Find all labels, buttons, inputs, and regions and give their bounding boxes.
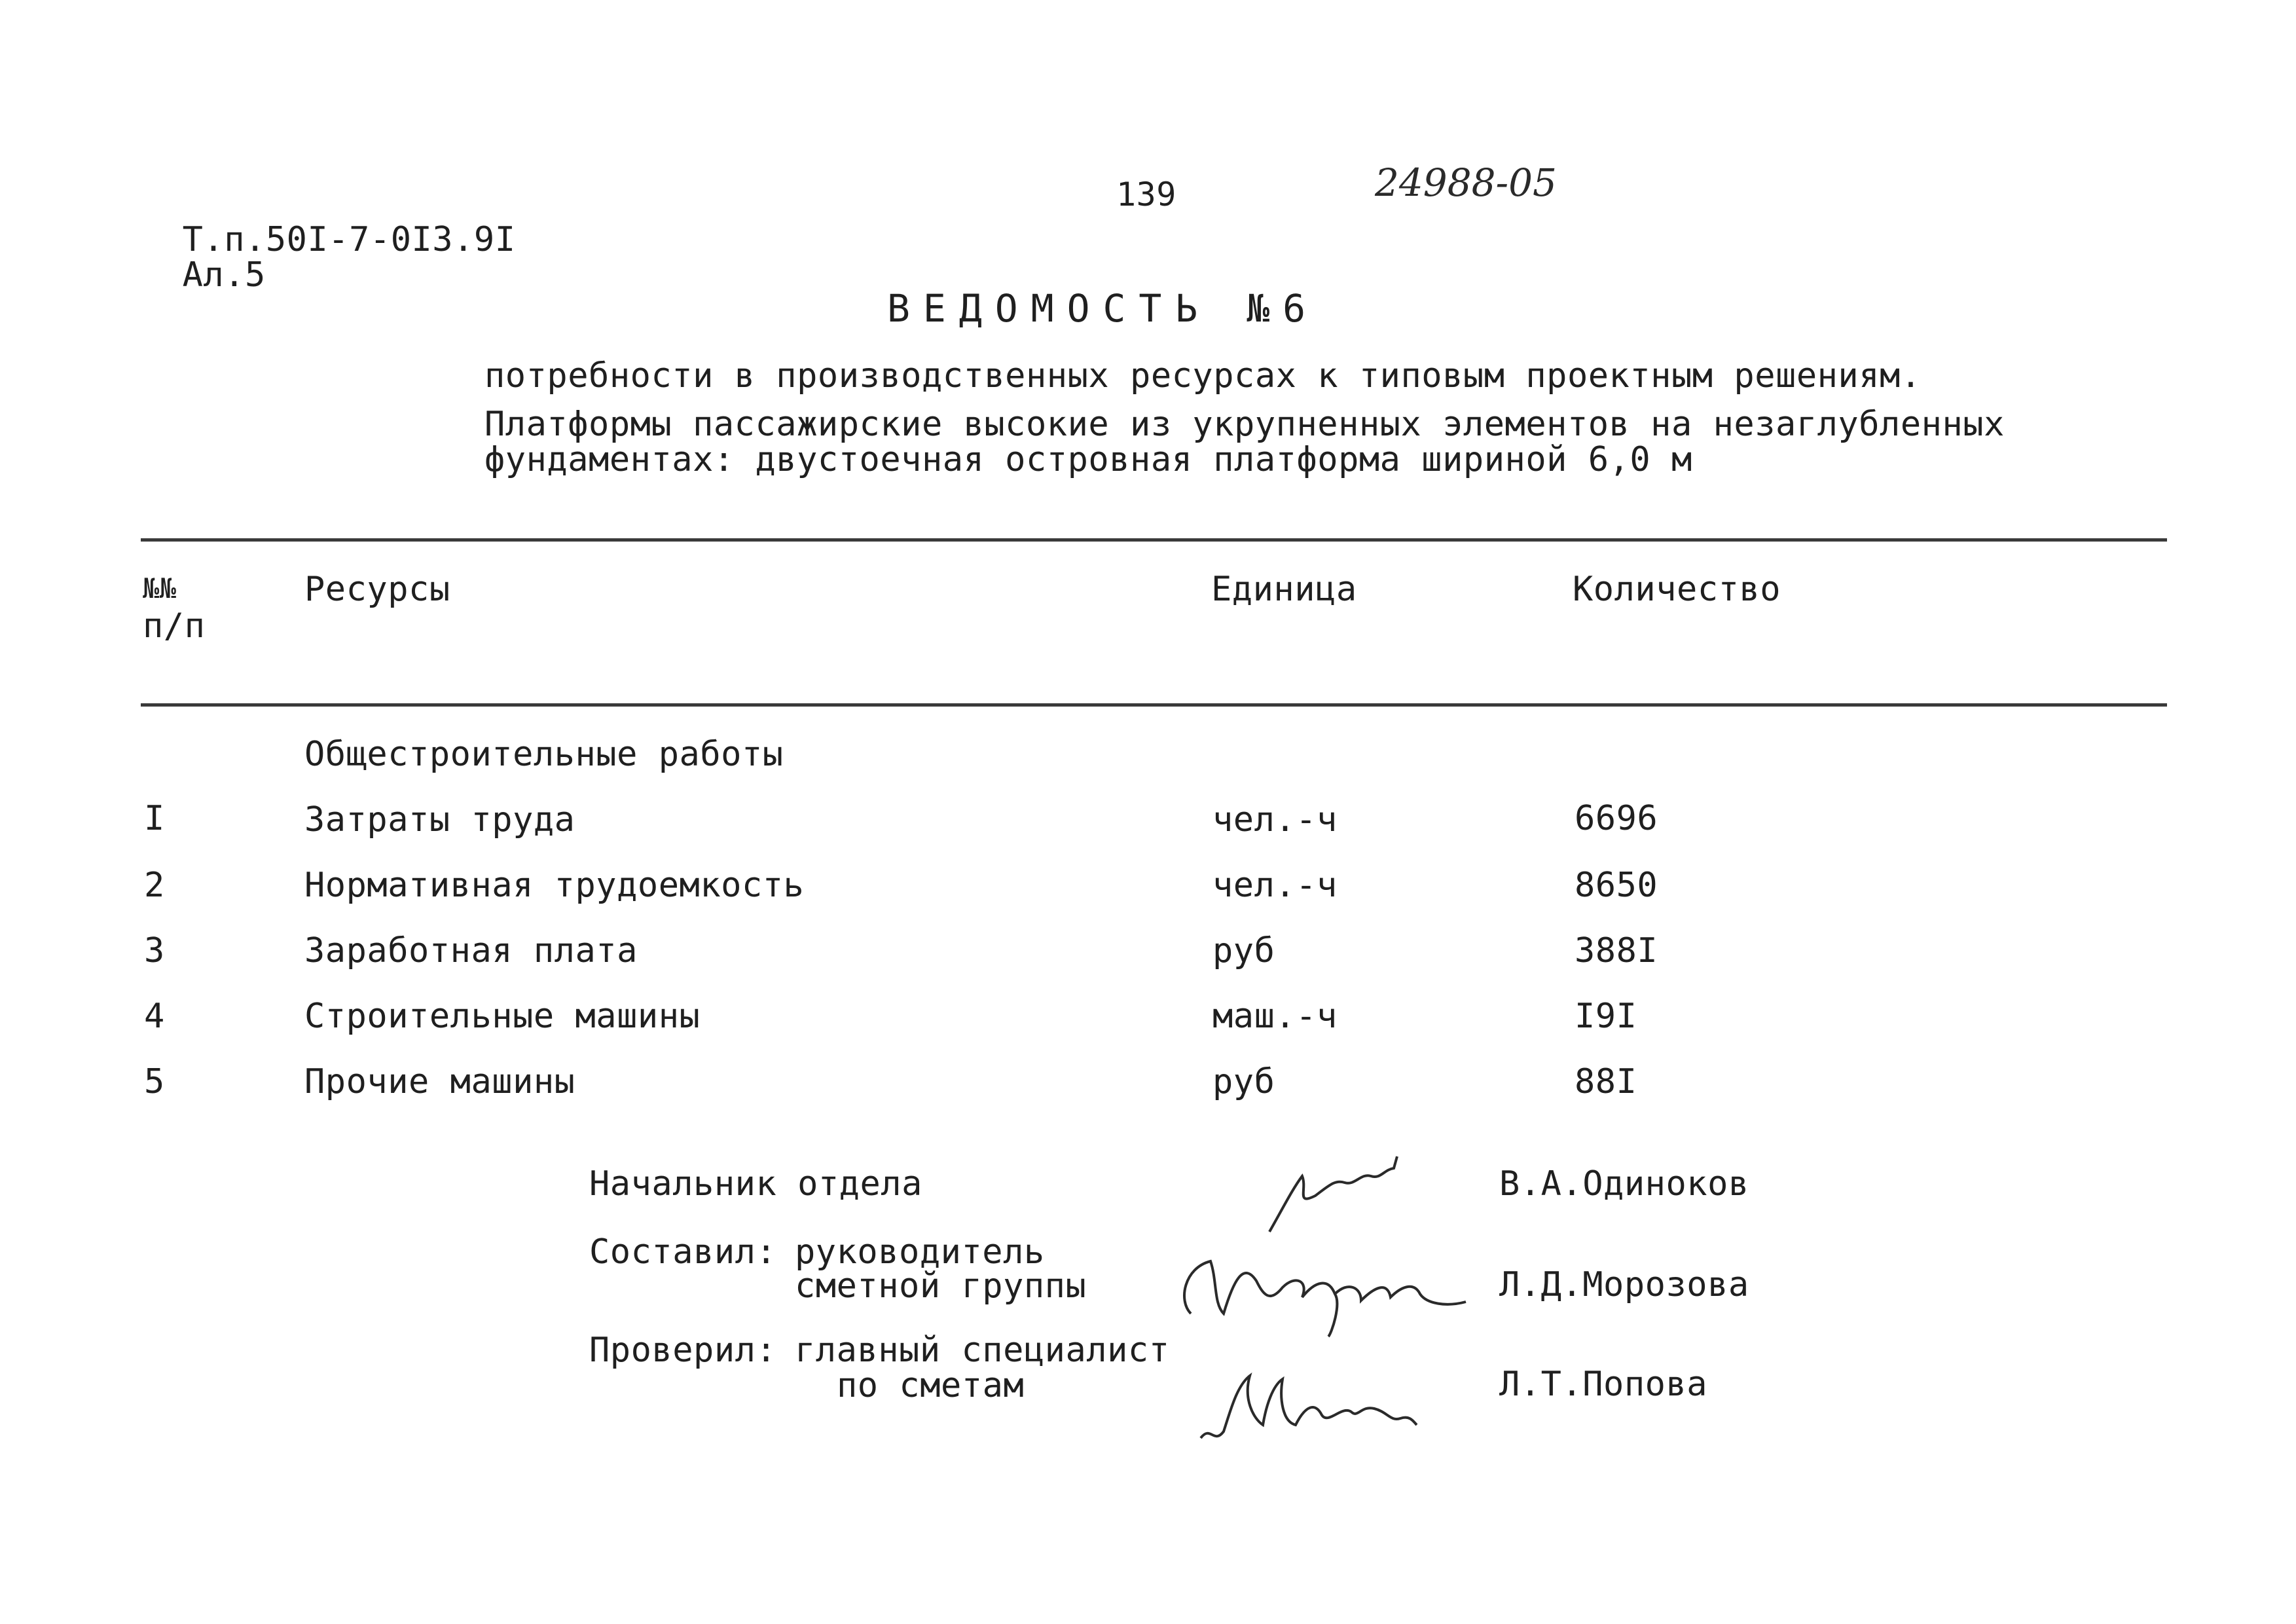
row-quantity: 88I xyxy=(1575,1062,1637,1101)
signer-name: В.А.Одиноков xyxy=(1499,1164,1749,1204)
handwritten-signature xyxy=(1165,1349,1427,1464)
signer-name: Л.Т.Попова xyxy=(1499,1365,1708,1404)
row-quantity: I9I xyxy=(1575,997,1637,1036)
role-label: Проверил: xyxy=(589,1331,777,1370)
role-detail-2: сметной группы xyxy=(795,1266,1087,1306)
row-number: 5 xyxy=(144,1062,165,1101)
role-detail-1: главный специалист xyxy=(795,1331,1170,1370)
document-sheet xyxy=(141,224,266,295)
signer-name: Л.Д.Морозова xyxy=(1499,1265,1749,1304)
row-unit: чел.-ч xyxy=(1212,800,1338,840)
row-unit: чел.-ч xyxy=(1212,866,1338,905)
row-resource: Заработная плата xyxy=(304,931,638,970)
role-label: Составил: xyxy=(589,1232,777,1272)
row-quantity: 388I xyxy=(1575,931,1658,970)
header-unit: Единица xyxy=(1211,570,1357,609)
row-quantity: 8650 xyxy=(1575,866,1658,905)
row-resource: Прочие машины xyxy=(304,1062,575,1101)
row-unit: руб xyxy=(1212,931,1275,970)
document-code-line2: Ал.5 xyxy=(182,255,266,295)
header-num-line1: №№ xyxy=(143,572,177,604)
row-number: 2 xyxy=(144,866,165,905)
row-number: I xyxy=(144,799,165,838)
table-top-rule xyxy=(141,538,2167,542)
row-resource: Нормативная трудоемкость xyxy=(304,866,805,905)
row-resource: Затраты труда xyxy=(304,800,575,840)
row-quantity: 6696 xyxy=(1575,799,1658,838)
section-heading: Общестроительные работы xyxy=(304,735,784,774)
document-title: ВЕДОМОСТЬ №6 xyxy=(887,286,1319,331)
row-number: 3 xyxy=(144,931,165,970)
role-detail-1: руководитель xyxy=(795,1232,1045,1272)
header-quantity: Количество xyxy=(1573,570,1781,609)
row-unit: маш.-ч xyxy=(1212,997,1338,1036)
subtitle-line-2: Платформы пассажирские высокие из укрупненных элементов на незаглубленных xyxy=(484,405,2005,444)
handwritten-signature xyxy=(1146,1231,1472,1352)
subtitle-line-1: потребности в производственных ресурсах к типовым проектным решениям. xyxy=(484,356,1922,396)
page-number: 139 xyxy=(1116,175,1176,213)
archive-number: 24988-05 xyxy=(1375,160,1557,205)
table-header-rule xyxy=(141,703,2167,707)
subtitle-line-3: фундаментах: двустоечная островная платформа шириной 6,0 м xyxy=(484,440,1692,479)
row-unit: руб xyxy=(1212,1062,1275,1101)
role-label: Начальник отдела xyxy=(589,1164,922,1204)
role-detail-2: по сметам xyxy=(837,1366,1025,1405)
document-code-line1: Т.п.50I-7-0I3.9I xyxy=(182,220,516,259)
row-resource: Строительные машины xyxy=(304,997,701,1036)
row-number: 4 xyxy=(144,997,165,1036)
header-num-line2: п/п xyxy=(143,606,206,646)
header-resource: Ресурсы xyxy=(304,570,450,609)
